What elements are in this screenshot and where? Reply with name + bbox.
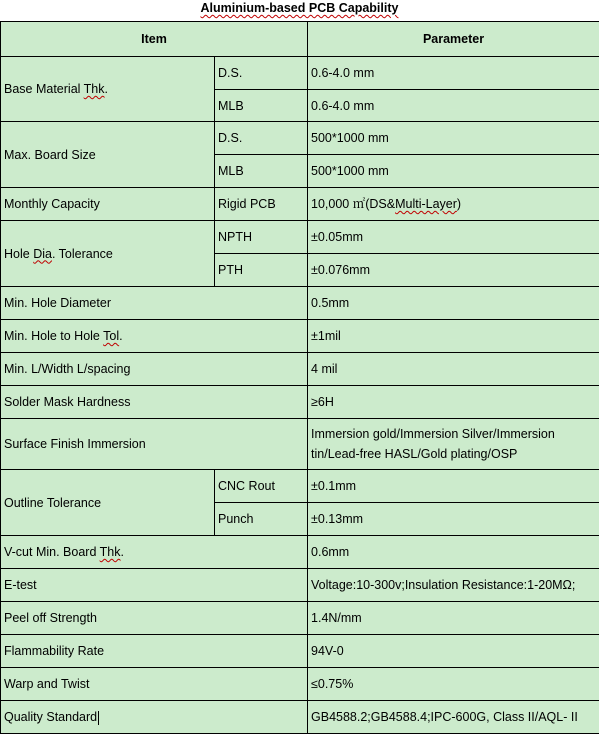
value-monthly-capacity: 10,000 ㎡(DS&Multi-Layer) <box>308 188 599 221</box>
value-min-line-width: 4 mil <box>308 353 599 386</box>
sub-cnc-rout: CNC Rout <box>215 470 308 503</box>
value-warp-twist: ≤0.75% <box>308 668 599 701</box>
item-max-board-size: Max. Board Size <box>1 122 215 188</box>
sub-ds: D.S. <box>215 57 308 90</box>
table-row <box>1 188 599 221</box>
item-surface-finish: Surface Finish Immersion <box>1 419 308 470</box>
header-parameter: Parameter <box>308 22 599 57</box>
table-row <box>1 221 599 254</box>
item-etest: E-test <box>1 569 308 602</box>
table-row <box>1 701 599 734</box>
value-base-ds: 0.6-4.0 mm <box>308 57 599 90</box>
table-row <box>1 536 599 569</box>
item-flammability: Flammability Rate <box>1 635 308 668</box>
table-row <box>1 635 599 668</box>
table-row <box>1 470 599 503</box>
table-title <box>0 0 599 21</box>
value-min-hole-diameter: 0.5mm <box>308 287 599 320</box>
item-solder-mask: Solder Mask Hardness <box>1 386 308 419</box>
sub-punch: Punch <box>215 503 308 536</box>
value-punch: ±0.13mm <box>308 503 599 536</box>
sub-pth: PTH <box>215 254 308 287</box>
sub-rigid-pcb: Rigid PCB <box>215 188 308 221</box>
item-vcut: V-cut Min. Board Thk. <box>1 536 308 569</box>
sub-ds: D.S. <box>215 122 308 155</box>
table-title-text: Aluminium-based PCB Capability <box>201 1 399 15</box>
value-base-mlb: 0.6-4.0 mm <box>308 90 599 122</box>
value-board-mlb: 500*1000 mm <box>308 155 599 188</box>
value-surface-finish: Immersion gold/Immersion Silver/Immersion tin/Lead-free HASL/Gold plating/OSP <box>308 419 599 470</box>
table-row <box>1 122 599 155</box>
sub-npth: NPTH <box>215 221 308 254</box>
table-row <box>1 386 599 419</box>
value-etest: Voltage:10-300v;Insulation Resistance:1-20MΩ; <box>308 569 599 602</box>
value-vcut: 0.6mm <box>308 536 599 569</box>
item-monthly-capacity: Monthly Capacity <box>1 188 215 221</box>
table-row <box>1 287 599 320</box>
item-min-line-width: Min. L/Width L/spacing <box>1 353 308 386</box>
value-cnc-rout: ±0.1mm <box>308 470 599 503</box>
item-base-material: Base Material Thk. <box>1 57 215 122</box>
value-quality-standard: GB4588.2;GB4588.4;IPC-600G, Class II/AQL- II <box>308 701 599 734</box>
text-cursor <box>98 711 99 725</box>
value-solder-mask: ≥6H <box>308 386 599 419</box>
header-item: Item <box>1 22 308 57</box>
value-peel-strength: 1.4N/mm <box>308 602 599 635</box>
item-peel-strength: Peel off Strength <box>1 602 308 635</box>
table-row <box>1 602 599 635</box>
value-flammability: 94V-0 <box>308 635 599 668</box>
table-row <box>1 57 599 90</box>
capability-table <box>0 21 599 734</box>
item-min-hole-diameter: Min. Hole Diameter <box>1 287 308 320</box>
value-npth: ±0.05mm <box>308 221 599 254</box>
value-board-ds: 500*1000 mm <box>308 122 599 155</box>
item-hole-dia-tolerance: Hole Dia. Tolerance <box>1 221 215 287</box>
item-min-hole-to-hole: Min. Hole to Hole Tol. <box>1 320 308 353</box>
sub-mlb: MLB <box>215 90 308 122</box>
table-row <box>1 353 599 386</box>
item-quality-standard[interactable]: Quality Standard <box>1 701 308 734</box>
table-row <box>1 419 599 470</box>
sub-mlb: MLB <box>215 155 308 188</box>
table-row <box>1 569 599 602</box>
value-min-hole-to-hole: ±1mil <box>308 320 599 353</box>
item-outline-tolerance: Outline Tolerance <box>1 470 215 536</box>
table-row <box>1 668 599 701</box>
value-pth: ±0.076mm <box>308 254 599 287</box>
header-row <box>1 22 599 57</box>
table-row <box>1 320 599 353</box>
item-warp-twist: Warp and Twist <box>1 668 308 701</box>
